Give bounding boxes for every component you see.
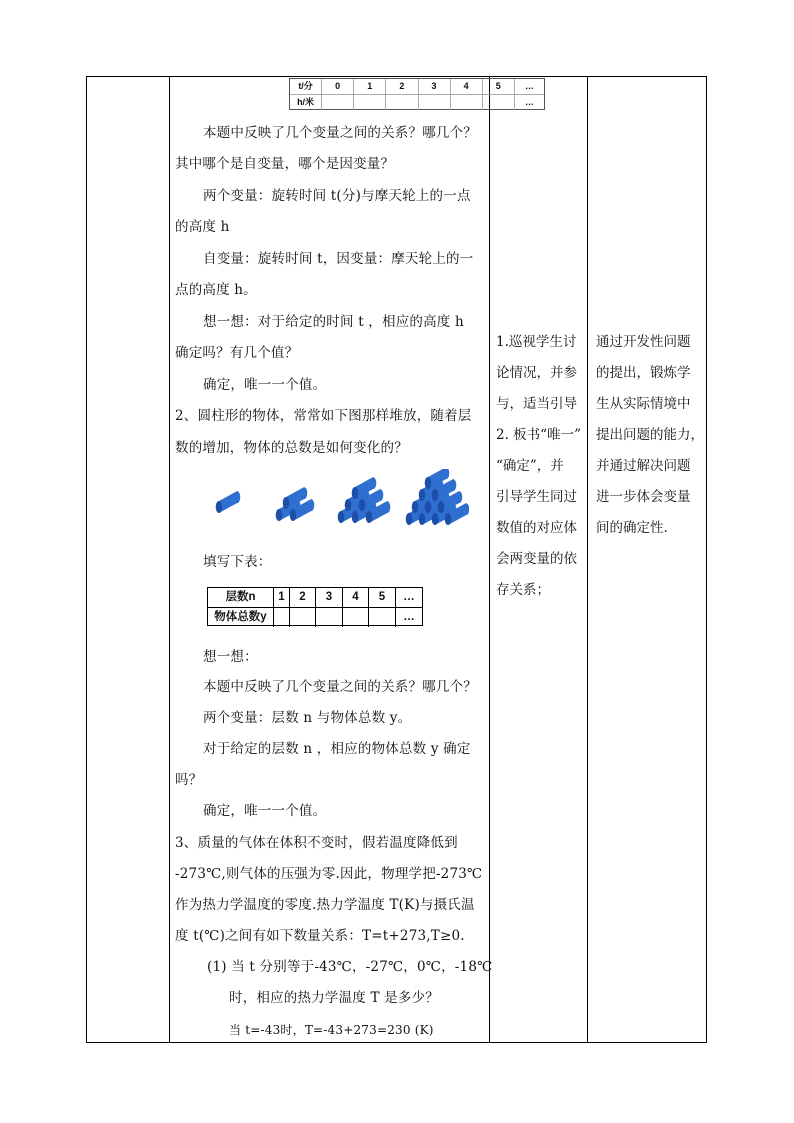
table-cell — [316, 608, 343, 627]
table-cell — [419, 95, 451, 110]
text-line: 会两变量的依 — [496, 551, 577, 567]
text-line: 2、圆柱形的物体，常常如下图那样堆放，随着层 — [175, 408, 472, 424]
table-cell: 0 — [322, 79, 354, 94]
text-line: 其中哪个是自变量，哪个是因变量？ — [175, 156, 395, 172]
text-line: 时，相应的热力学温度 T 是多少？ — [229, 990, 439, 1006]
table-row — [290, 79, 544, 94]
text-line: 确定，唯一一个值。 — [203, 377, 327, 393]
table-cell: … — [403, 611, 415, 623]
text-line: 论情况，并参 — [496, 365, 577, 381]
text-line: 两个变量：旋转时间 t(分)与摩天轮上的一点 — [203, 188, 471, 204]
text-line: 并通过解决问题 — [596, 458, 691, 474]
table-cell — [369, 608, 396, 627]
text-line: 两个变量：层数 n 与物体总数 y。 — [203, 710, 412, 726]
text-line: 生从实际情境中 — [596, 396, 691, 412]
cylinder — [216, 491, 241, 513]
text-line: 确定，唯一一个值。 — [203, 803, 327, 819]
table-row — [290, 94, 544, 110]
text-line: 填写下表： — [203, 554, 272, 570]
table-row — [208, 607, 422, 627]
table-cell: 4 — [343, 588, 369, 607]
table-cell: 2 — [290, 588, 316, 607]
table-cell — [354, 95, 386, 110]
column-divider-3 — [587, 77, 588, 1042]
table-cell: 3 — [419, 79, 451, 94]
text-line: 引导学生同过 — [496, 489, 577, 505]
text-line: 本题中反映了几个变量之间的关系？哪几个？ — [203, 679, 477, 695]
text-line: 的提出，锻炼学 — [596, 365, 691, 381]
text-line: 存关系； — [496, 582, 550, 598]
text-line: 自变量：旋转时间 t，因变量：摩天轮上的一 — [203, 251, 474, 267]
table-cell: h/米 — [290, 95, 322, 110]
table-cell — [322, 95, 354, 110]
text-line: 2. 板书“唯一” — [496, 427, 581, 443]
text-line: 1.巡视学生讨 — [496, 334, 577, 350]
text-line: 提出问题的能力， — [596, 427, 704, 443]
table-cell — [343, 608, 369, 627]
column-divider-1 — [169, 77, 170, 1042]
text-line: 通过开发性问题 — [596, 334, 691, 350]
table-cell: 物体总数y — [208, 608, 274, 627]
layers-total-table — [207, 587, 423, 626]
table-row — [208, 588, 422, 607]
text-line: 本题中反映了几个变量之间的关系？哪几个？ — [203, 125, 477, 141]
table-cell: 1 — [354, 79, 386, 94]
text-line: “确定”，并 — [496, 458, 564, 474]
table-cell: 3 — [316, 588, 343, 607]
table-cell: t/分 — [290, 79, 322, 94]
text-line: 的高度 h — [175, 219, 230, 235]
table-cell: … — [524, 97, 534, 107]
cylinder-stacks-illustration — [209, 469, 469, 537]
table-cell — [274, 608, 290, 627]
text-line: 作为热力学温度的零度.热力学温度 T(K)与摄氏温 — [175, 897, 475, 913]
text-line: 3、质量的气体在体积不变时，假若温度降低到 — [175, 835, 458, 851]
time-height-table — [289, 78, 545, 110]
table-cell — [386, 95, 418, 110]
table-cell: 2 — [386, 79, 418, 94]
text-line: 进一步体会变量 — [596, 489, 691, 505]
table-cell: 5 — [369, 588, 396, 607]
text-line: 数的增加，物体的总数是如何变化的？ — [175, 440, 408, 456]
table-cell: 4 — [451, 79, 483, 94]
text-line: 对于给定的层数 n ，相应的物体总数 y 确定 — [203, 741, 471, 757]
table-cell — [290, 608, 316, 627]
teacher-activity-column — [496, 327, 581, 606]
text-line: 确定吗？有几个值？ — [175, 345, 299, 361]
text-line: (1) 当 t 分别等于-43℃，-27℃，0℃，-18℃ — [207, 959, 493, 975]
table-cell: … — [403, 591, 415, 603]
table-cell — [451, 95, 483, 110]
table-cell: 层数n — [208, 588, 274, 607]
table-cell: … — [524, 81, 534, 91]
text-line: -273℃,则气体的压强为零.因此，物理学把-273℃ — [175, 866, 483, 882]
text-line: 当 t=-43时，T=-43+273=230 (K) — [229, 1023, 434, 1037]
text-line: 间的确定性. — [596, 520, 668, 536]
table-cell — [483, 95, 515, 110]
lesson-table — [86, 76, 707, 1043]
text-line: 点的高度 h。 — [175, 282, 257, 298]
design-intent-column — [596, 327, 704, 544]
text-line: 想一想： — [203, 649, 258, 665]
text-line: 度 t(℃)之间有如下数量关系：T=t+273,T≥0. — [175, 928, 465, 944]
text-line: 吗？ — [175, 772, 203, 788]
table-cell: 1 — [274, 588, 290, 607]
text-line: 与，适当引导 — [496, 396, 577, 412]
text-line: 想一想：对于给定的时间 t ，相应的高度 h — [203, 314, 464, 330]
table-cell: 5 — [483, 79, 515, 94]
text-line: 数值的对应体 — [496, 520, 577, 536]
